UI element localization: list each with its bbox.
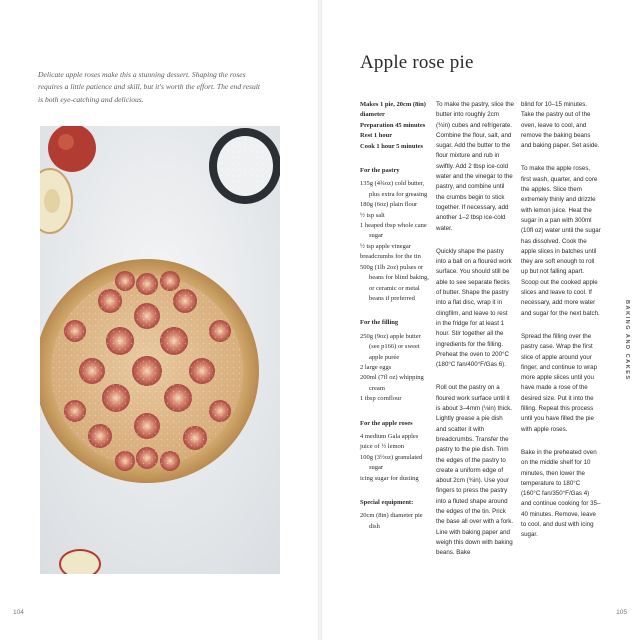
ingredient: juice of ½ lemon (360, 443, 405, 451)
intro-text: Delicate apple roses make this a stunning dessert. Shaping the roses requires a little patience and skill, but it's worth the effort. The end result is both eye-catching and delicious. (38, 69, 261, 104)
right-page (320, 0, 640, 640)
method-paragraph: Spread the filling over the pastry case. Wrap the first slice of apple around your finger, and continue to wrap more apple slices until you have made a rose of the desired size. Put it into the filling. Repeat this process until you have filled the pie with apple roses. (521, 332, 598, 433)
recipe-prep-time: Preparation 45 minutes (360, 121, 426, 129)
special-equipment (360, 498, 432, 532)
method-paragraph: Quickly shape the pastry into a ball on a floured work surface. You should still be able to see separate flecks of butter. Shape the pastry into a flat disc, wrap it in clingfilm, and leave to rest in the fridge for at least 1 hour. Stir together all the ingredients for the filling. Preheat the oven to 200°C (180°C fan/400°F/Gas 6). (436, 247, 512, 369)
ingredient-section-pastry (360, 166, 432, 304)
recipe-yield: Makes 1 pie, 20cm (8in) diameter (360, 101, 426, 119)
method-paragraph: Bake in the preheated oven on the middle shelf for 10 minutes, then lower the temperature to 180°C (160°C fan/350°F/Gas 4) and continue cooking for 35–40 minutes. Remove, leave to cool, and dust with icing sugar. (521, 448, 601, 539)
ingredient: 1 heaped tbsp whole cane sugar (360, 222, 427, 240)
chapter-label: BAKING AND CAKES (624, 300, 630, 381)
page-number-left: 104 (13, 609, 24, 616)
page-number-right: 105 (616, 609, 627, 616)
ingredient: 180g (6oz) plain flour (360, 201, 418, 209)
method-paragraph: To make the apple roses, first wash, quarter, and core the apples. Slice them extremely thinly and drizzle with lemon juice. Heat the sugar in a pan with 300ml (10fl oz) water until the sugar has dissolved. Cook the apple slices in batches until they are soft enough to roll up but not falling apart. Scoop out the cooked apple slices and leave to cool. If necessary, add more water and sugar for the next batch. (521, 165, 601, 317)
ingredient-section-filling (360, 318, 432, 404)
method-paragraph: Roll out the pastry on a floured work surface until it is about 3–4mm (⅛in) thick. Lightly grease a pie dish and scatter it with breadcrumbs. Transfer the pastry to the pie dish. Trim the edges of the pastry to create a uniform edge of about 2cm (¾in). Use your fingers to press the pastry into a fluted shape around the edges of the tin. Prick the base all over with a fork. Line with baking paper and weigh this down with baking beans. Bake (436, 384, 514, 557)
ingredient: 500g (1lb 2oz) pulses or beans for blind baking, or ceramic or metal beans if preferred (360, 263, 429, 302)
method-paragraph: blind for 10–15 minutes. Take the pastry out of the oven, leave to cool, and remove the baking beans and baking paper. Set aside. (521, 101, 600, 150)
ingredient: 1 tbsp cornflour (360, 395, 402, 403)
ingredient: breadcrumbs for the tin (360, 253, 421, 261)
ingredient: 100g (3½oz) granulated sugar (360, 453, 423, 472)
ingredient-section-apple-roses (360, 419, 432, 484)
section-heading: For the filling (360, 319, 399, 327)
recipe-rest-time: Rest 1 hour (360, 132, 393, 140)
ingredient: 135g (4¾oz) cold butter, plus extra for greasing (360, 180, 428, 198)
method-column-2 (521, 100, 601, 554)
ingredient: 250g (9oz) apple butter (see p166) or sweet apple purée (360, 332, 421, 361)
method-column-1 (436, 100, 514, 571)
recipe-title: Apple rose pie (360, 52, 474, 73)
pie-photo (40, 126, 280, 574)
ingredient: icing sugar for dusting (360, 474, 419, 482)
method-paragraph: To make the pastry, slice the butter into roughly 2cm (¾in) cubes and refrigerate. Combine the flour, salt, and sugar. Add the butter to the flour mixture and rub in swiftly. Add 2 tbsp ice-cold water and the vinegar to the pastry, and combine until the crumbs begin to stick together. If necessary, add another 1–2 tbsp ice-cold water. (436, 101, 514, 232)
ingredient: ½ tsp apple vinegar (360, 242, 411, 250)
recipe-cook-time: Cook 1 hour 5 minutes (360, 142, 424, 150)
ingredient: 200ml (7fl oz) whipping cream (360, 374, 424, 392)
section-heading: For the apple roses (360, 419, 413, 427)
ingredient: 2 large eggs (360, 363, 392, 371)
ingredient: 20cm (8in) diameter pie dish (360, 512, 423, 530)
ingredients-column (360, 100, 432, 532)
section-heading: For the pastry (360, 167, 400, 175)
ingredient: ½ tsp salt (360, 211, 385, 219)
section-heading: Special equipment: (360, 499, 414, 506)
ingredient: 4 medium Gala apples (360, 432, 419, 440)
